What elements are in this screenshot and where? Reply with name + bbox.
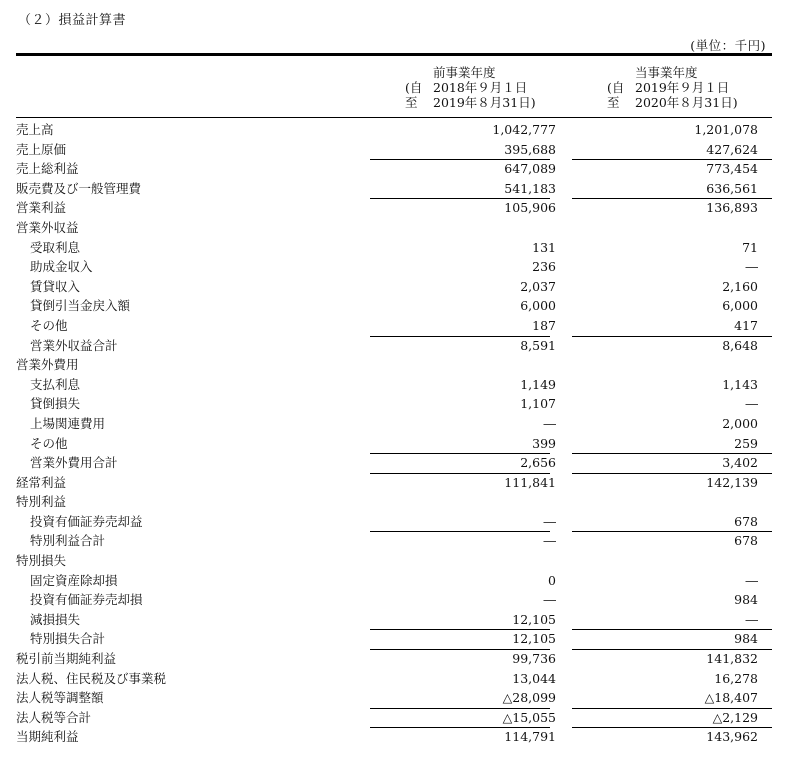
prior-year-value: 8,591 xyxy=(520,337,556,353)
table-row xyxy=(16,296,772,316)
prior-year-value: 105,906 xyxy=(504,200,556,216)
period-prefix: 至 xyxy=(607,95,620,110)
row-label: 当期純利益 xyxy=(16,729,79,745)
row-label: 固定資産除却損 xyxy=(30,572,118,588)
prior-year-value: 2,656 xyxy=(520,455,556,471)
prior-year-value: ― xyxy=(543,533,556,549)
current-year-value: 636,561 xyxy=(706,180,758,196)
table-row xyxy=(16,198,772,218)
prior-year-value: △15,055 xyxy=(502,709,556,725)
row-label: その他 xyxy=(30,317,68,333)
current-year-value: 2,160 xyxy=(722,278,758,294)
table-row xyxy=(16,434,772,454)
table-row xyxy=(16,316,772,336)
prior-year-value: 114,791 xyxy=(504,729,556,745)
table-row xyxy=(16,512,772,532)
prior-year-value: 12,105 xyxy=(512,631,556,647)
period-end: 2019年８月31日) xyxy=(433,95,536,110)
current-year-value: 6,000 xyxy=(722,298,758,314)
row-label: 営業外収益 xyxy=(16,219,79,235)
row-label: 支払利息 xyxy=(30,376,81,392)
row-label: 法人税等調整額 xyxy=(16,690,104,706)
table-row xyxy=(16,649,772,669)
table-row xyxy=(16,159,772,179)
row-label: 投資有価証券売却損 xyxy=(30,592,143,608)
current-year-value: 427,624 xyxy=(706,141,758,157)
prior-year-value: 399 xyxy=(532,435,556,451)
prior-year-value: ― xyxy=(543,513,556,529)
row-label: 受取利息 xyxy=(30,239,81,255)
row-label: 賃貸収入 xyxy=(30,278,81,294)
row-label: 売上総利益 xyxy=(16,161,79,177)
table-row xyxy=(16,179,772,199)
current-year-value: 71 xyxy=(742,239,758,255)
current-year-value: 678 xyxy=(734,533,758,549)
row-label: 貸倒引当金戻入額 xyxy=(30,298,131,314)
current-year-value: 417 xyxy=(734,317,758,333)
table-row xyxy=(16,394,772,414)
row-label: 投資有価証券売却益 xyxy=(30,513,143,529)
table-row xyxy=(16,453,772,473)
subtotal-rule xyxy=(370,531,550,532)
table-row xyxy=(16,375,772,395)
current-year-value: 136,893 xyxy=(706,200,758,216)
table-row xyxy=(16,551,772,571)
header-divider xyxy=(16,117,772,118)
section-title: （２）損益計算書 xyxy=(18,13,127,28)
prior-year-value: 1,107 xyxy=(520,396,556,412)
header-rule xyxy=(16,53,772,56)
period-prefix: (自 xyxy=(405,80,423,95)
current-year-value: 143,962 xyxy=(706,729,758,745)
prior-year-value: 187 xyxy=(532,317,556,333)
table-row xyxy=(16,414,772,434)
table-row xyxy=(16,610,772,630)
current-year-value: 141,832 xyxy=(706,651,758,667)
row-label: 法人税、住民税及び事業税 xyxy=(16,670,167,686)
prior-year-value: 99,736 xyxy=(512,651,556,667)
current-year-value: 984 xyxy=(734,592,758,608)
column-label: 前事業年度 xyxy=(433,65,496,80)
current-year-value: 8,648 xyxy=(722,337,758,353)
period-prefix: 至 xyxy=(405,95,418,110)
table-row xyxy=(16,277,772,297)
row-label: 助成金収入 xyxy=(30,259,93,275)
table-row xyxy=(16,473,772,493)
row-label: 営業外費用合計 xyxy=(30,455,118,471)
prior-year-value: 541,183 xyxy=(504,180,556,196)
period-prefix: (自 xyxy=(607,80,625,95)
current-year-value: 1,201,078 xyxy=(694,122,758,137)
row-label: 売上原価 xyxy=(16,141,67,157)
period-start: 2018年９月１日 xyxy=(433,80,528,95)
current-year-value: ― xyxy=(745,259,758,275)
current-year-value: △18,407 xyxy=(704,690,758,706)
current-year-value: 2,000 xyxy=(722,415,758,431)
prior-year-value: ― xyxy=(543,592,556,608)
current-year-value: 678 xyxy=(734,513,758,529)
table-row xyxy=(16,257,772,277)
table-row xyxy=(16,336,772,356)
table-row xyxy=(16,708,772,728)
table-row xyxy=(16,669,772,689)
prior-year-value: 236 xyxy=(532,259,556,275)
column-header-prior-year xyxy=(405,65,536,110)
row-label: 営業外費用 xyxy=(16,357,79,373)
current-year-value: 773,454 xyxy=(706,161,758,177)
prior-year-value: 0 xyxy=(548,572,556,588)
current-year-value: 1,143 xyxy=(722,376,758,392)
table-row xyxy=(16,120,772,140)
prior-year-value: 111,841 xyxy=(504,474,556,490)
row-label: 経常利益 xyxy=(16,474,67,490)
current-year-value: 984 xyxy=(734,631,758,647)
column-label: 当事業年度 xyxy=(635,65,698,80)
row-label: 税引前当期純利益 xyxy=(16,651,117,667)
table-row xyxy=(16,629,772,649)
table-row xyxy=(16,140,772,160)
row-label: 法人税等合計 xyxy=(16,709,92,725)
row-label: 貸倒損失 xyxy=(30,396,81,412)
prior-year-value: 131 xyxy=(532,239,556,255)
row-label: 売上高 xyxy=(16,122,54,137)
prior-year-value: △28,099 xyxy=(502,690,556,706)
prior-year-value: 13,044 xyxy=(512,670,556,686)
current-year-value: 259 xyxy=(734,435,758,451)
row-label: 特別損失合計 xyxy=(30,631,106,647)
prior-year-value: 1,042,777 xyxy=(492,122,556,137)
row-label: 減損損失 xyxy=(30,611,81,627)
table-row xyxy=(16,531,772,551)
prior-year-value: 395,688 xyxy=(504,141,556,157)
current-year-value: 16,278 xyxy=(714,670,758,686)
prior-year-value: 2,037 xyxy=(520,278,556,294)
table-row xyxy=(16,590,772,610)
row-label: 特別利益 xyxy=(16,494,67,510)
current-year-value: △2,129 xyxy=(712,709,758,725)
period-end: 2020年８月31日) xyxy=(635,95,738,110)
table-row xyxy=(16,571,772,591)
prior-year-value: 647,089 xyxy=(504,161,556,177)
row-label: 特別利益合計 xyxy=(30,533,106,549)
row-label: 営業外収益合計 xyxy=(30,337,118,353)
table-row xyxy=(16,688,772,708)
table-row xyxy=(16,355,772,375)
row-label: 上場関連費用 xyxy=(30,415,106,431)
prior-year-value: 6,000 xyxy=(520,298,556,314)
unit-note: (単位：千円) xyxy=(690,38,766,53)
prior-year-value: ― xyxy=(543,415,556,431)
prior-year-value: 1,149 xyxy=(520,376,556,392)
row-label: 営業利益 xyxy=(16,200,67,216)
table-row xyxy=(16,218,772,238)
current-year-value: 142,139 xyxy=(706,474,758,490)
table-row xyxy=(16,238,772,258)
prior-year-value: 12,105 xyxy=(512,611,556,627)
period-start: 2019年９月１日 xyxy=(635,80,730,95)
row-label: 特別損失 xyxy=(16,553,67,569)
column-header-current-year xyxy=(607,65,738,110)
table-row xyxy=(16,492,772,512)
current-year-value: ― xyxy=(745,396,758,412)
table-row xyxy=(16,727,772,747)
row-label: その他 xyxy=(30,435,68,451)
current-year-value: 3,402 xyxy=(722,455,758,471)
current-year-value: ― xyxy=(745,611,758,627)
row-label: 販売費及び一般管理費 xyxy=(16,180,142,196)
current-year-value: ― xyxy=(745,572,758,588)
income-statement-table xyxy=(16,120,772,747)
